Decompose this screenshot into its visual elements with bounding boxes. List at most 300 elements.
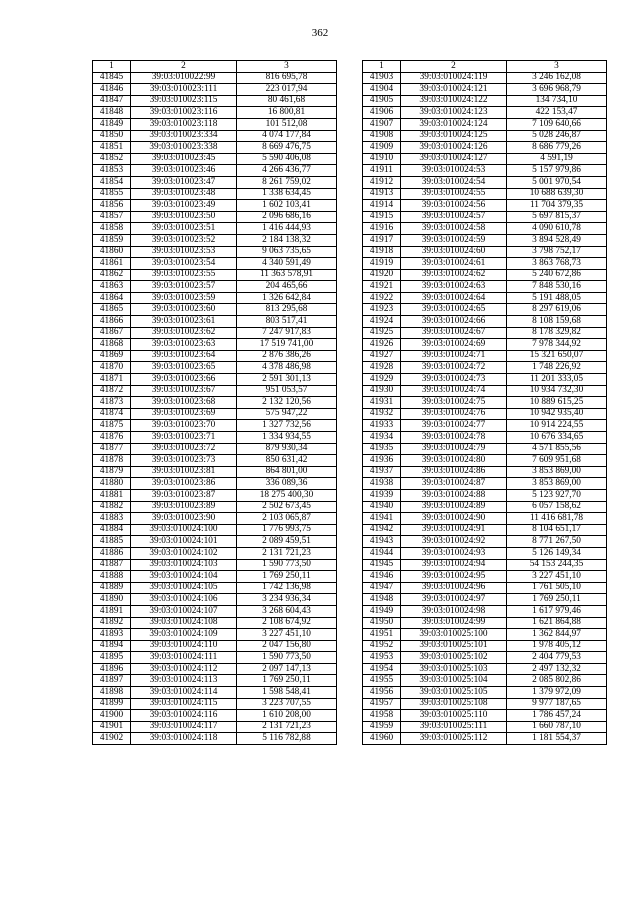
row-number-cell: 41907 bbox=[363, 118, 401, 130]
value-cell: 4 090 610,78 bbox=[507, 223, 607, 235]
row-number-cell: 41950 bbox=[363, 617, 401, 629]
cadastral-number-cell: 39:03:010025:101 bbox=[401, 640, 507, 652]
cadastral-number-cell: 39:03:010025:112 bbox=[401, 733, 507, 745]
table-row bbox=[363, 316, 607, 328]
table-row bbox=[93, 385, 337, 397]
cadastral-number-cell: 39:03:010024:95 bbox=[401, 571, 507, 583]
cadastral-number-cell: 39:03:010024:122 bbox=[401, 95, 507, 107]
value-cell: 3 246 162,08 bbox=[507, 72, 607, 84]
table-row bbox=[93, 72, 337, 84]
row-number-cell: 41943 bbox=[363, 536, 401, 548]
cadastral-table-left bbox=[92, 60, 337, 745]
row-number-cell: 41933 bbox=[363, 420, 401, 432]
row-number-cell: 41886 bbox=[93, 547, 131, 559]
table-row bbox=[93, 84, 337, 96]
table-row bbox=[93, 501, 337, 513]
value-cell: 5 001 970,54 bbox=[507, 176, 607, 188]
value-cell: 8 686 779,26 bbox=[507, 142, 607, 154]
cadastral-number-cell: 39:03:010023:55 bbox=[131, 269, 237, 281]
table-row bbox=[93, 223, 337, 235]
value-cell: 1 742 136,98 bbox=[237, 582, 337, 594]
cadastral-number-cell: 39:03:010024:117 bbox=[131, 721, 237, 733]
value-cell: 3 853 869,00 bbox=[507, 478, 607, 490]
value-cell: 10 914 224,55 bbox=[507, 420, 607, 432]
value-cell: 7 978 344,92 bbox=[507, 339, 607, 351]
table-row bbox=[363, 72, 607, 84]
table-row bbox=[93, 629, 337, 641]
value-cell: 2 131 721,23 bbox=[237, 547, 337, 559]
cadastral-number-cell: 39:03:010024:60 bbox=[401, 246, 507, 258]
table-row bbox=[93, 397, 337, 409]
cadastral-number-cell: 39:03:010025:102 bbox=[401, 652, 507, 664]
value-cell: 8 771 267,50 bbox=[507, 536, 607, 548]
value-cell: 9 977 187,65 bbox=[507, 698, 607, 710]
table-row bbox=[363, 420, 607, 432]
column-header-number: 1 bbox=[93, 61, 131, 73]
table-row bbox=[93, 478, 337, 490]
row-number-cell: 41849 bbox=[93, 118, 131, 130]
cadastral-number-cell: 39:03:010024:116 bbox=[131, 710, 237, 722]
cadastral-number-cell: 39:03:010023:51 bbox=[131, 223, 237, 235]
value-cell: 8 297 619,06 bbox=[507, 304, 607, 316]
value-cell: 422 153,47 bbox=[507, 107, 607, 119]
row-number-cell: 41922 bbox=[363, 292, 401, 304]
table-row bbox=[363, 605, 607, 617]
row-number-cell: 41958 bbox=[363, 710, 401, 722]
cadastral-number-cell: 39:03:010023:50 bbox=[131, 211, 237, 223]
cadastral-number-cell: 39:03:010024:96 bbox=[401, 582, 507, 594]
value-cell: 2 047 156,80 bbox=[237, 640, 337, 652]
value-cell: 10 889 615,25 bbox=[507, 397, 607, 409]
row-number-cell: 41957 bbox=[363, 698, 401, 710]
cadastral-number-cell: 39:03:010024:111 bbox=[131, 652, 237, 664]
value-cell: 1 590 773,50 bbox=[237, 652, 337, 664]
value-cell: 813 295,68 bbox=[237, 304, 337, 316]
cadastral-number-cell: 39:03:010023:46 bbox=[131, 165, 237, 177]
cadastral-number-cell: 39:03:010023:47 bbox=[131, 176, 237, 188]
cadastral-number-cell: 39:03:010024:119 bbox=[401, 72, 507, 84]
table-row bbox=[363, 118, 607, 130]
table-row bbox=[363, 652, 607, 664]
row-number-cell: 41901 bbox=[93, 721, 131, 733]
cadastral-number-cell: 39:03:010025:111 bbox=[401, 721, 507, 733]
table-row bbox=[93, 95, 337, 107]
row-number-cell: 41869 bbox=[93, 350, 131, 362]
table-row bbox=[93, 130, 337, 142]
value-cell: 1 621 864,88 bbox=[507, 617, 607, 629]
cadastral-number-cell: 39:03:010024:90 bbox=[401, 513, 507, 525]
cadastral-number-cell: 39:03:010024:63 bbox=[401, 281, 507, 293]
row-number-cell: 41917 bbox=[363, 234, 401, 246]
table-row bbox=[363, 397, 607, 409]
cadastral-number-cell: 39:03:010024:88 bbox=[401, 489, 507, 501]
value-cell: 2 184 138,32 bbox=[237, 234, 337, 246]
value-cell: 1 610 208,00 bbox=[237, 710, 337, 722]
table-row bbox=[363, 304, 607, 316]
row-number-cell: 41900 bbox=[93, 710, 131, 722]
value-cell: 3 853 869,00 bbox=[507, 466, 607, 478]
cadastral-number-cell: 39:03:010023:49 bbox=[131, 200, 237, 212]
table-row bbox=[363, 721, 607, 733]
cadastral-number-cell: 39:03:010023:54 bbox=[131, 258, 237, 270]
table-row bbox=[363, 350, 607, 362]
row-number-cell: 41939 bbox=[363, 489, 401, 501]
cadastral-number-cell: 39:03:010024:62 bbox=[401, 269, 507, 281]
value-cell: 1 379 972,09 bbox=[507, 687, 607, 699]
value-cell: 18 275 400,30 bbox=[237, 489, 337, 501]
table-row bbox=[93, 489, 337, 501]
table-row bbox=[93, 188, 337, 200]
cadastral-number-cell: 39:03:010024:66 bbox=[401, 316, 507, 328]
row-number-cell: 41872 bbox=[93, 385, 131, 397]
column-header-cadastral-number: 2 bbox=[401, 61, 507, 73]
cadastral-number-cell: 39:03:010024:118 bbox=[131, 733, 237, 745]
cadastral-number-cell: 39:03:010025:104 bbox=[401, 675, 507, 687]
row-number-cell: 41884 bbox=[93, 524, 131, 536]
row-number-cell: 41883 bbox=[93, 513, 131, 525]
cadastral-number-cell: 39:03:010024:65 bbox=[401, 304, 507, 316]
value-cell: 4 340 591,49 bbox=[237, 258, 337, 270]
cadastral-number-cell: 39:03:010024:67 bbox=[401, 327, 507, 339]
value-cell: 4 266 436,77 bbox=[237, 165, 337, 177]
cadastral-number-cell: 39:03:010024:107 bbox=[131, 605, 237, 617]
value-cell: 5 697 815,37 bbox=[507, 211, 607, 223]
value-cell: 1 978 405,12 bbox=[507, 640, 607, 652]
table-row bbox=[363, 478, 607, 490]
table-row bbox=[93, 234, 337, 246]
cadastral-number-cell: 39:03:010024:99 bbox=[401, 617, 507, 629]
cadastral-number-cell: 39:03:010024:91 bbox=[401, 524, 507, 536]
row-number-cell: 41937 bbox=[363, 466, 401, 478]
row-number-cell: 41910 bbox=[363, 153, 401, 165]
row-number-cell: 41931 bbox=[363, 397, 401, 409]
cadastral-number-cell: 39:03:010024:57 bbox=[401, 211, 507, 223]
table-row bbox=[93, 687, 337, 699]
value-cell: 2 089 459,51 bbox=[237, 536, 337, 548]
table-row bbox=[93, 733, 337, 745]
row-number-cell: 41928 bbox=[363, 362, 401, 374]
table-row bbox=[93, 559, 337, 571]
table-row bbox=[363, 687, 607, 699]
row-number-cell: 41861 bbox=[93, 258, 131, 270]
cadastral-number-cell: 39:03:010023:62 bbox=[131, 327, 237, 339]
value-cell: 879 930,34 bbox=[237, 443, 337, 455]
value-cell: 2 103 065,87 bbox=[237, 513, 337, 525]
table-row bbox=[93, 304, 337, 316]
table-row bbox=[363, 408, 607, 420]
value-cell: 16 800,81 bbox=[237, 107, 337, 119]
value-cell: 3 798 752,17 bbox=[507, 246, 607, 258]
value-cell: 1 416 444,93 bbox=[237, 223, 337, 235]
value-cell: 864 801,00 bbox=[237, 466, 337, 478]
cadastral-number-cell: 39:03:010024:64 bbox=[401, 292, 507, 304]
row-number-cell: 41859 bbox=[93, 234, 131, 246]
row-number-cell: 41876 bbox=[93, 432, 131, 444]
row-number-cell: 41955 bbox=[363, 675, 401, 687]
table-row bbox=[363, 536, 607, 548]
row-number-cell: 41874 bbox=[93, 408, 131, 420]
row-number-cell: 41949 bbox=[363, 605, 401, 617]
cadastral-number-cell: 39:03:010024:124 bbox=[401, 118, 507, 130]
row-number-cell: 41867 bbox=[93, 327, 131, 339]
cadastral-number-cell: 39:03:010024:56 bbox=[401, 200, 507, 212]
row-number-cell: 41887 bbox=[93, 559, 131, 571]
row-number-cell: 41863 bbox=[93, 281, 131, 293]
table-row bbox=[93, 675, 337, 687]
cadastral-number-cell: 39:03:010024:125 bbox=[401, 130, 507, 142]
cadastral-number-cell: 39:03:010024:127 bbox=[401, 153, 507, 165]
table-row bbox=[363, 339, 607, 351]
value-cell: 2 132 120,56 bbox=[237, 397, 337, 409]
cadastral-number-cell: 39:03:010023:338 bbox=[131, 142, 237, 154]
table-row bbox=[363, 559, 607, 571]
row-number-cell: 41947 bbox=[363, 582, 401, 594]
table-row bbox=[363, 629, 607, 641]
cadastral-number-cell: 39:03:010024:72 bbox=[401, 362, 507, 374]
value-cell: 5 126 149,34 bbox=[507, 547, 607, 559]
cadastral-number-cell: 39:03:010024:93 bbox=[401, 547, 507, 559]
value-cell: 11 363 578,91 bbox=[237, 269, 337, 281]
value-cell: 223 017,94 bbox=[237, 84, 337, 96]
row-number-cell: 41897 bbox=[93, 675, 131, 687]
cadastral-number-cell: 39:03:010024:53 bbox=[401, 165, 507, 177]
cadastral-number-cell: 39:03:010024:113 bbox=[131, 675, 237, 687]
cadastral-number-cell: 39:03:010024:54 bbox=[401, 176, 507, 188]
cadastral-number-cell: 39:03:010023:57 bbox=[131, 281, 237, 293]
cadastral-number-cell: 39:03:010023:48 bbox=[131, 188, 237, 200]
table-row bbox=[93, 466, 337, 478]
cadastral-number-cell: 39:03:010024:59 bbox=[401, 234, 507, 246]
value-cell: 7 609 951,68 bbox=[507, 455, 607, 467]
table-row bbox=[363, 513, 607, 525]
cadastral-number-cell: 39:03:010024:109 bbox=[131, 629, 237, 641]
row-number-cell: 41915 bbox=[363, 211, 401, 223]
table-row bbox=[363, 571, 607, 583]
cadastral-number-cell: 39:03:010024:61 bbox=[401, 258, 507, 270]
value-cell: 1 761 505,10 bbox=[507, 582, 607, 594]
row-number-cell: 41914 bbox=[363, 200, 401, 212]
value-cell: 2 591 301,13 bbox=[237, 374, 337, 386]
cadastral-number-cell: 39:03:010023:111 bbox=[131, 84, 237, 96]
value-cell: 3 234 936,34 bbox=[237, 594, 337, 606]
row-number-cell: 41888 bbox=[93, 571, 131, 583]
cadastral-number-cell: 39:03:010025:110 bbox=[401, 710, 507, 722]
cadastral-number-cell: 39:03:010023:52 bbox=[131, 234, 237, 246]
table-row bbox=[93, 269, 337, 281]
row-number-cell: 41880 bbox=[93, 478, 131, 490]
value-cell: 11 201 333,05 bbox=[507, 374, 607, 386]
cadastral-number-cell: 39:03:010024:112 bbox=[131, 663, 237, 675]
value-cell: 850 631,42 bbox=[237, 455, 337, 467]
row-number-cell: 41936 bbox=[363, 455, 401, 467]
row-number-cell: 41903 bbox=[363, 72, 401, 84]
value-cell: 951 053,57 bbox=[237, 385, 337, 397]
table-row bbox=[93, 605, 337, 617]
value-cell: 17 519 741,00 bbox=[237, 339, 337, 351]
value-cell: 1 748 226,92 bbox=[507, 362, 607, 374]
table-row bbox=[93, 721, 337, 733]
row-number-cell: 41935 bbox=[363, 443, 401, 455]
row-number-cell: 41909 bbox=[363, 142, 401, 154]
row-number-cell: 41894 bbox=[93, 640, 131, 652]
cadastral-number-cell: 39:03:010023:53 bbox=[131, 246, 237, 258]
value-cell: 10 942 935,40 bbox=[507, 408, 607, 420]
row-number-cell: 41948 bbox=[363, 594, 401, 606]
table-row bbox=[363, 246, 607, 258]
row-number-cell: 41953 bbox=[363, 652, 401, 664]
table-row bbox=[93, 142, 337, 154]
cadastral-number-cell: 39:03:010024:79 bbox=[401, 443, 507, 455]
table-row bbox=[93, 652, 337, 664]
value-cell: 3 268 604,43 bbox=[237, 605, 337, 617]
cadastral-number-cell: 39:03:010023:63 bbox=[131, 339, 237, 351]
cadastral-number-cell: 39:03:010024:110 bbox=[131, 640, 237, 652]
cadastral-number-cell: 39:03:010023:86 bbox=[131, 478, 237, 490]
value-cell: 1 769 250,11 bbox=[237, 571, 337, 583]
row-number-cell: 41926 bbox=[363, 339, 401, 351]
row-number-cell: 41870 bbox=[93, 362, 131, 374]
row-number-cell: 41912 bbox=[363, 176, 401, 188]
table-row bbox=[363, 153, 607, 165]
row-number-cell: 41919 bbox=[363, 258, 401, 270]
value-cell: 10 688 639,30 bbox=[507, 188, 607, 200]
value-cell: 1 327 732,56 bbox=[237, 420, 337, 432]
row-number-cell: 41857 bbox=[93, 211, 131, 223]
value-cell: 1 769 250,11 bbox=[237, 675, 337, 687]
cadastral-table-right bbox=[362, 60, 607, 745]
table-row bbox=[363, 640, 607, 652]
value-cell: 803 517,41 bbox=[237, 316, 337, 328]
row-number-cell: 41852 bbox=[93, 153, 131, 165]
value-cell: 101 512,08 bbox=[237, 118, 337, 130]
table-row bbox=[93, 408, 337, 420]
value-cell: 4 571 855,56 bbox=[507, 443, 607, 455]
row-number-cell: 41959 bbox=[363, 721, 401, 733]
value-cell: 10 676 334,65 bbox=[507, 432, 607, 444]
table-row bbox=[363, 258, 607, 270]
cadastral-number-cell: 39:03:010024:89 bbox=[401, 501, 507, 513]
cadastral-number-cell: 39:03:010023:334 bbox=[131, 130, 237, 142]
table-row bbox=[93, 513, 337, 525]
value-cell: 3 863 768,73 bbox=[507, 258, 607, 270]
value-cell: 4 074 177,84 bbox=[237, 130, 337, 142]
cadastral-number-cell: 39:03:010024:58 bbox=[401, 223, 507, 235]
value-cell: 2 876 386,26 bbox=[237, 350, 337, 362]
cadastral-number-cell: 39:03:010024:106 bbox=[131, 594, 237, 606]
table-row bbox=[93, 594, 337, 606]
value-cell: 4 378 486,98 bbox=[237, 362, 337, 374]
table-row bbox=[363, 281, 607, 293]
value-cell: 7 109 640,66 bbox=[507, 118, 607, 130]
row-number-cell: 41929 bbox=[363, 374, 401, 386]
cadastral-number-cell: 39:03:010023:59 bbox=[131, 292, 237, 304]
value-cell: 1 776 993,75 bbox=[237, 524, 337, 536]
row-number-cell: 41911 bbox=[363, 165, 401, 177]
cadastral-number-cell: 39:03:010024:77 bbox=[401, 420, 507, 432]
row-number-cell: 41877 bbox=[93, 443, 131, 455]
cadastral-number-cell: 39:03:010023:45 bbox=[131, 153, 237, 165]
table-row bbox=[93, 316, 337, 328]
column-header-cadastral-number: 2 bbox=[131, 61, 237, 73]
table-row bbox=[363, 385, 607, 397]
row-number-cell: 41893 bbox=[93, 629, 131, 641]
row-number-cell: 41932 bbox=[363, 408, 401, 420]
table-row bbox=[93, 455, 337, 467]
table-row bbox=[93, 165, 337, 177]
table-row bbox=[93, 200, 337, 212]
cadastral-number-cell: 39:03:010023:68 bbox=[131, 397, 237, 409]
cadastral-number-cell: 39:03:010024:114 bbox=[131, 687, 237, 699]
cadastral-number-cell: 39:03:010024:97 bbox=[401, 594, 507, 606]
value-cell: 3 227 451,10 bbox=[237, 629, 337, 641]
table-row bbox=[363, 710, 607, 722]
cadastral-number-cell: 39:03:010023:81 bbox=[131, 466, 237, 478]
row-number-cell: 41944 bbox=[363, 547, 401, 559]
table-row bbox=[363, 95, 607, 107]
cadastral-number-cell: 39:03:010023:115 bbox=[131, 95, 237, 107]
row-number-cell: 41878 bbox=[93, 455, 131, 467]
row-number-cell: 41930 bbox=[363, 385, 401, 397]
row-number-cell: 41905 bbox=[363, 95, 401, 107]
table-row bbox=[363, 269, 607, 281]
table-row bbox=[363, 142, 607, 154]
cadastral-number-cell: 39:03:010023:116 bbox=[131, 107, 237, 119]
row-number-cell: 41934 bbox=[363, 432, 401, 444]
row-number-cell: 41868 bbox=[93, 339, 131, 351]
value-cell: 204 465,66 bbox=[237, 281, 337, 293]
value-cell: 2 404 779,53 bbox=[507, 652, 607, 664]
row-number-cell: 41890 bbox=[93, 594, 131, 606]
cadastral-number-cell: 39:03:010025:105 bbox=[401, 687, 507, 699]
table-row bbox=[363, 524, 607, 536]
row-number-cell: 41918 bbox=[363, 246, 401, 258]
table-row bbox=[363, 594, 607, 606]
table-row bbox=[363, 374, 607, 386]
table-row bbox=[363, 663, 607, 675]
value-cell: 5 116 782,88 bbox=[237, 733, 337, 745]
row-number-cell: 41881 bbox=[93, 489, 131, 501]
table-row bbox=[363, 130, 607, 142]
row-number-cell: 41896 bbox=[93, 663, 131, 675]
table-row bbox=[363, 362, 607, 374]
cadastral-number-cell: 39:03:010023:89 bbox=[131, 501, 237, 513]
table-row bbox=[93, 153, 337, 165]
row-number-cell: 41945 bbox=[363, 559, 401, 571]
table-row bbox=[93, 698, 337, 710]
table-row bbox=[363, 211, 607, 223]
column-header-number: 1 bbox=[363, 61, 401, 73]
table-row bbox=[363, 698, 607, 710]
row-number-cell: 41942 bbox=[363, 524, 401, 536]
cadastral-number-cell: 39:03:010024:78 bbox=[401, 432, 507, 444]
page-number: 362 bbox=[311, 27, 329, 39]
cadastral-number-cell: 39:03:010024:101 bbox=[131, 536, 237, 548]
row-number-cell: 41845 bbox=[93, 72, 131, 84]
row-number-cell: 41879 bbox=[93, 466, 131, 478]
table-row bbox=[363, 501, 607, 513]
cadastral-number-cell: 39:03:010023:64 bbox=[131, 350, 237, 362]
table-row bbox=[93, 710, 337, 722]
cadastral-number-cell: 39:03:010024:92 bbox=[401, 536, 507, 548]
value-cell: 8 178 329,82 bbox=[507, 327, 607, 339]
row-number-cell: 41875 bbox=[93, 420, 131, 432]
cadastral-number-cell: 39:03:010023:73 bbox=[131, 455, 237, 467]
row-number-cell: 41851 bbox=[93, 142, 131, 154]
table-row bbox=[363, 466, 607, 478]
table-row bbox=[363, 617, 607, 629]
row-number-cell: 41952 bbox=[363, 640, 401, 652]
row-number-cell: 41925 bbox=[363, 327, 401, 339]
